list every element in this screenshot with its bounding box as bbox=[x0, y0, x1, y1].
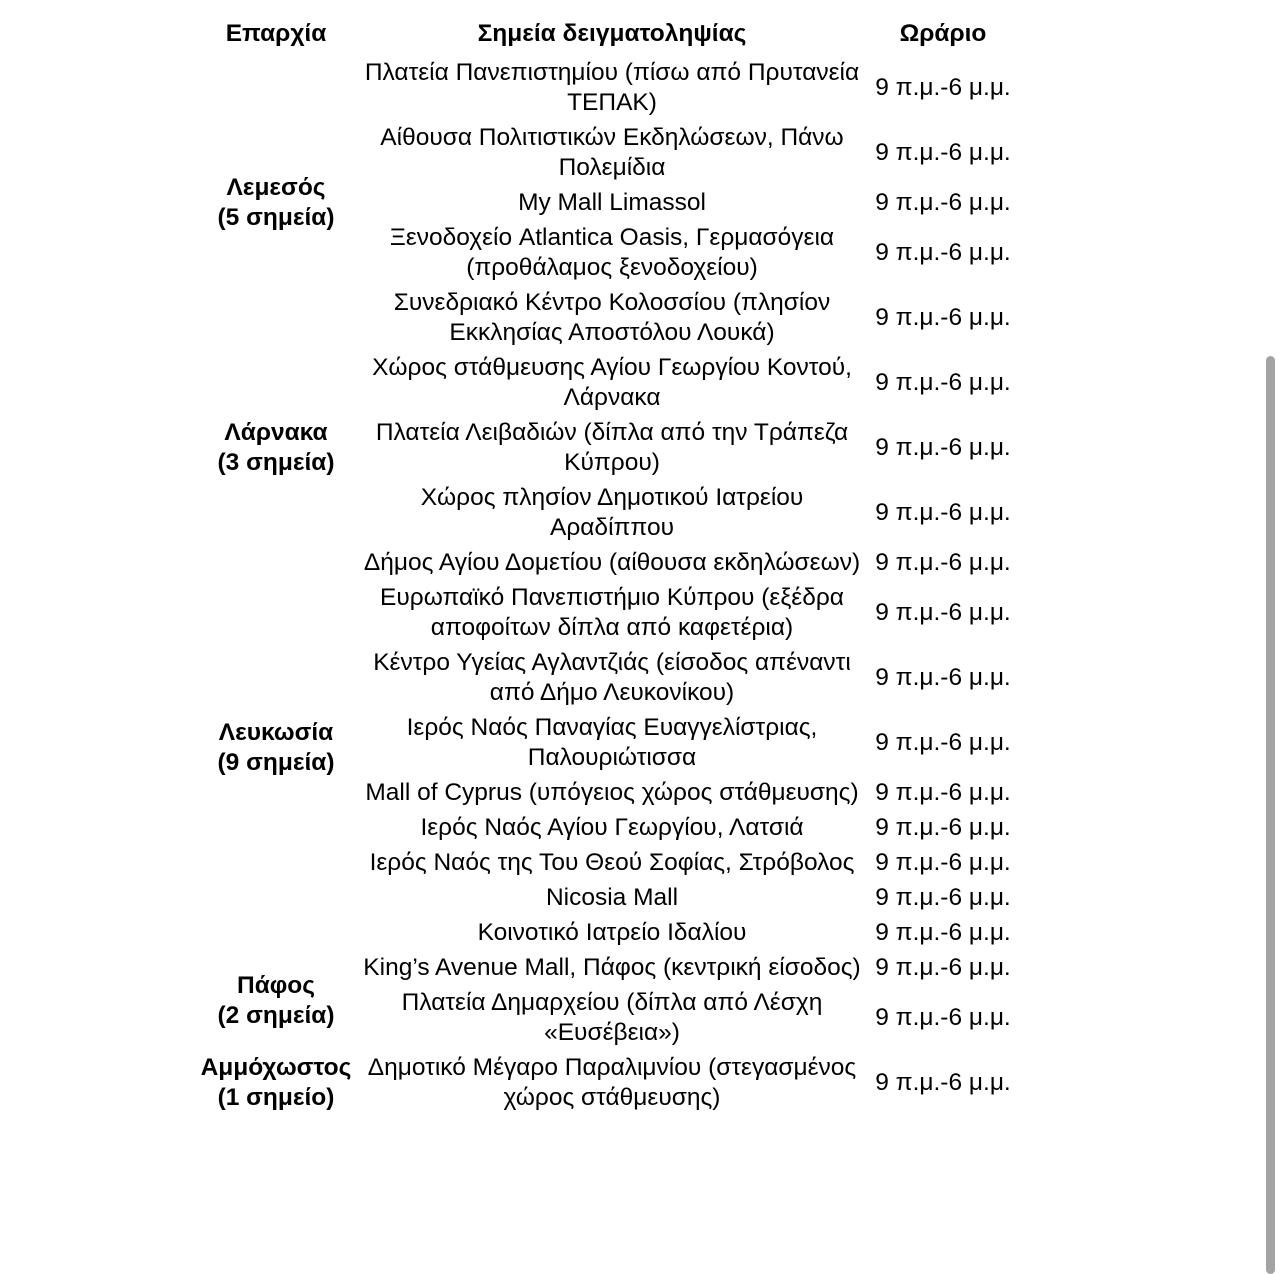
province-name: Πάφος bbox=[237, 971, 315, 999]
province-name: Λευκωσία bbox=[218, 719, 334, 746]
location-cell: Συνεδριακό Κέντρο Κολοσσίου (πλησίον Εκκλησίας Αποστόλου Λουκά) bbox=[393, 289, 831, 346]
province-site-count: (9 σημεία) bbox=[217, 749, 335, 776]
location-cell: Κέντρο Υγείας Αγλαντζιάς (είσοδος απέναντι από Δήμο Λευκονίκου) bbox=[373, 649, 851, 706]
location-cell: Πλατεία Λειβαδιών (δίπλα από την Τράπεζα Κύπρου) bbox=[375, 419, 849, 476]
province-cell bbox=[190, 351, 362, 546]
testing-sites-table bbox=[190, 17, 1024, 1116]
location-cell: Πλατεία Πανεπιστημίου (πίσω από Πρυτανεία ΤΕΠΑΚ) bbox=[364, 59, 860, 116]
location-cell: Πλατεία Δημαρχείου (δίπλα από Λέσχη «Ευσέβεια») bbox=[401, 989, 823, 1046]
hours-cell: 9 π.μ.-6 μ.μ. bbox=[875, 599, 1011, 626]
hours-cell: 9 π.μ.-6 μ.μ. bbox=[875, 849, 1011, 876]
location-cell: Δήμος Αγίου Δομετίου (αίθουσα εκδηλώσεων) bbox=[363, 549, 861, 576]
hours-cell: 9 π.μ.-6 μ.μ. bbox=[875, 434, 1011, 461]
province-name: Αμμόχωστος bbox=[200, 1054, 352, 1081]
hours-cell: 9 π.μ.-6 μ.μ. bbox=[875, 729, 1011, 756]
location-cell: Ξενοδοχείο Atlantica Oasis, Γερμασόγεια (προθάλαμος ξενοδοχείου) bbox=[389, 224, 835, 281]
hours-cell: 9 π.μ.-6 μ.μ. bbox=[875, 304, 1011, 331]
province-cell bbox=[190, 951, 362, 1051]
vertical-scrollbar[interactable] bbox=[1266, 356, 1275, 1274]
location-cell: King’s Avenue Mall, Πάφος (κεντρική είσοδος) bbox=[363, 954, 861, 981]
location-cell: Mall of Cyprus (υπόγειος χώρος στάθμευσης) bbox=[365, 779, 859, 806]
location-cell: Δημοτικό Μέγαρο Παραλιμνίου (στεγασμένος χώρος στάθμευσης) bbox=[367, 1054, 857, 1111]
location-cell: Αίθουσα Πολιτιστικών Εκδηλώσεων, Πάνω Πολεμίδια bbox=[380, 124, 844, 181]
hours-cell: 9 π.μ.-6 μ.μ. bbox=[875, 1069, 1011, 1096]
province-site-count: (1 σημείο) bbox=[217, 1084, 335, 1111]
province-cell bbox=[190, 56, 362, 351]
hours-cell: 9 π.μ.-6 μ.μ. bbox=[875, 189, 1011, 216]
location-cell: Nicosia Mall bbox=[545, 884, 679, 911]
province-site-count: (5 σημεία) bbox=[217, 204, 335, 231]
hours-cell: 9 π.μ.-6 μ.μ. bbox=[875, 664, 1011, 691]
hours-cell: 9 π.μ.-6 μ.μ. bbox=[875, 74, 1011, 101]
table-header-row bbox=[190, 17, 1024, 56]
table-row bbox=[190, 351, 1024, 416]
header-location: Σημεία δειγματοληψίας bbox=[477, 20, 747, 47]
table-row bbox=[190, 56, 1024, 121]
location-cell: Χώρος πλησίον Δημοτικού Ιατρείου Αραδίππου bbox=[420, 484, 804, 541]
hours-cell: 9 π.μ.-6 μ.μ. bbox=[875, 779, 1011, 806]
hours-cell: 9 π.μ.-6 μ.μ. bbox=[875, 884, 1011, 911]
location-cell: Ιερός Ναός Αγίου Γεωργίου, Λατσιά bbox=[420, 814, 804, 841]
hours-cell: 9 π.μ.-6 μ.μ. bbox=[875, 1004, 1011, 1031]
province-site-count: (2 σημεία) bbox=[217, 1001, 335, 1029]
header-hours: Ωράριο bbox=[899, 20, 987, 47]
hours-cell: 9 π.μ.-6 μ.μ. bbox=[875, 919, 1011, 946]
header-province: Επαρχία bbox=[225, 20, 327, 47]
hours-cell: 9 π.μ.-6 μ.μ. bbox=[875, 369, 1011, 396]
table-body bbox=[190, 56, 1024, 1116]
province-cell bbox=[190, 1051, 362, 1116]
province-name: Λεμεσός bbox=[226, 174, 326, 201]
hours-cell: 9 π.μ.-6 μ.μ. bbox=[875, 549, 1011, 576]
hours-cell: 9 π.μ.-6 μ.μ. bbox=[875, 499, 1011, 526]
table-row bbox=[190, 546, 1024, 581]
location-cell: Ευρωπαϊκό Πανεπιστήμιο Κύπρου (εξέδρα αποφοίτων δίπλα από καφετέρια) bbox=[380, 584, 844, 641]
location-cell: Χώρος στάθμευσης Αγίου Γεωργίου Κοντού, Λάρνακα bbox=[372, 354, 852, 411]
hours-cell: 9 π.μ.-6 μ.μ. bbox=[875, 139, 1011, 166]
hours-cell: 9 π.μ.-6 μ.μ. bbox=[875, 239, 1011, 266]
province-site-count: (3 σημεία) bbox=[217, 449, 335, 476]
province-name: Λάρνακα bbox=[224, 419, 328, 446]
hours-cell: 9 π.μ.-6 μ.μ. bbox=[875, 814, 1011, 841]
hours-cell: 9 π.μ.-6 μ.μ. bbox=[875, 954, 1011, 981]
location-cell: Ιερός Ναός της Του Θεού Σοφίας, Στρόβολος bbox=[369, 849, 855, 876]
province-cell bbox=[190, 546, 362, 951]
table-row bbox=[190, 1051, 1024, 1116]
location-cell: Κοινοτικό Ιατρείο Ιδαλίου bbox=[477, 919, 747, 946]
location-cell: Ιερός Ναός Παναγίας Ευαγγελίστριας, Παλουριώτισσα bbox=[406, 714, 818, 771]
table-row bbox=[190, 951, 1024, 986]
location-cell: My Mall Limassol bbox=[518, 189, 706, 216]
